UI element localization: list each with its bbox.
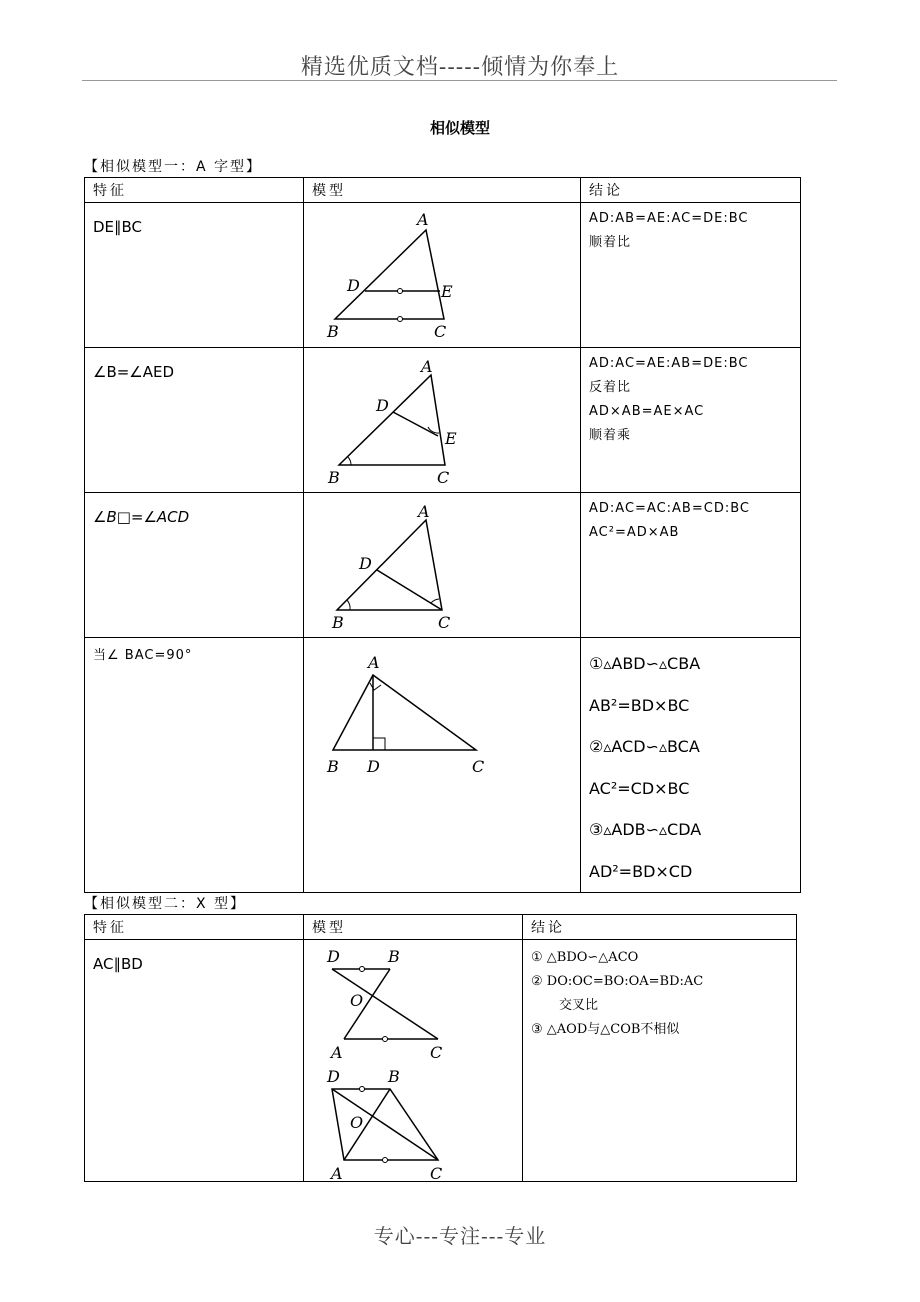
conclusion-line: AD:AC=AC:AB=CD:BC <box>589 501 750 516</box>
label-C: C <box>430 1043 443 1062</box>
conclusion-line: ③▵ADB∽▵CDA <box>589 820 702 839</box>
section-heading-model2: 【相似模型二：X 型】 <box>84 896 247 912</box>
triangle-antiparallel-diagram <box>304 348 581 493</box>
triangle-parallel-diagram <box>304 203 581 348</box>
label-B: B <box>328 468 340 487</box>
feature-cell: AC∥BD <box>85 940 304 1182</box>
header-rule <box>82 80 837 81</box>
label-A: A <box>331 1164 343 1183</box>
diagram-cell <box>304 203 581 348</box>
conclusion-line: AD×AB=AE×AC <box>589 404 705 419</box>
feature-cell: DE∥BC <box>85 203 304 348</box>
conclusion-line: ①▵ABD∽▵CBA <box>589 654 701 673</box>
label-O: O <box>350 991 364 1010</box>
conclusion-cell <box>581 348 801 493</box>
conclusion-line: 反着比 <box>589 380 632 395</box>
label-A: A <box>368 653 380 672</box>
label-E: E <box>445 429 457 448</box>
conclusion-line: 交叉比 <box>559 998 599 1013</box>
conclusion-line: AC²=CD×BC <box>589 778 690 798</box>
col-header-conclusion: 结论 <box>523 915 797 940</box>
label-D: D <box>367 757 380 776</box>
table-model2 <box>84 914 797 1182</box>
page-title: 相似模型 <box>429 119 490 137</box>
conclusion-line: ② DO:OC=BO:OA=BD:AC <box>531 974 704 989</box>
col-header-feature: 特征 <box>85 178 304 203</box>
label-C: C <box>472 757 485 776</box>
page-footer: 专心---专注---专业 <box>373 1224 547 1248</box>
label-A: A <box>331 1043 343 1062</box>
conclusion-line: ③ △AOD与△COB不相似 <box>531 1022 680 1037</box>
label-B: B <box>327 322 339 341</box>
label-C: C <box>430 1164 443 1183</box>
page-header: 精选优质文档-----倾情为你奉上 <box>300 55 620 80</box>
col-header-model: 模型 <box>304 178 581 203</box>
x-shape-diagram <box>304 940 523 1182</box>
label-D: D <box>347 276 360 295</box>
table-model1 <box>84 177 801 893</box>
diagram-cell <box>304 940 523 1182</box>
conclusion-cell <box>581 203 801 348</box>
conclusion-line: 顺着比 <box>589 235 632 250</box>
label-E: E <box>441 282 453 301</box>
label-C: C <box>434 322 447 341</box>
label-A: A <box>417 210 429 229</box>
diagram-cell <box>304 493 581 638</box>
label-C: C <box>437 468 450 487</box>
col-header-feature: 特征 <box>85 915 304 940</box>
conclusion-line: AD:AC=AE:AB=DE:BC <box>589 356 749 371</box>
section-heading-model1: 【相似模型一：A 字型】 <box>84 159 263 175</box>
table-row <box>85 940 797 1182</box>
diagram-cell <box>304 348 581 493</box>
label-D: D <box>327 1067 340 1086</box>
label-A: A <box>421 357 433 376</box>
label-B: B <box>327 757 339 776</box>
label-C: C <box>438 613 451 632</box>
table-row <box>85 203 801 348</box>
conclusion-line: ① △BDO∽△ACO <box>531 950 639 965</box>
label-A: A <box>418 502 430 521</box>
feature-cell: ∠B□=∠ACD <box>85 493 304 638</box>
conclusion-line: AD:AB=AE:AC=DE:BC <box>589 211 749 226</box>
conclusion-cell <box>523 940 797 1182</box>
feature-cell: ∠B=∠AED <box>85 348 304 493</box>
conclusion-line: AD²=BD×CD <box>589 861 693 881</box>
feature-cell: 当∠ BAC=90° <box>85 638 304 893</box>
conclusion-line: AC²=AD×AB <box>589 525 680 540</box>
col-header-conclusion: 结论 <box>581 178 801 203</box>
conclusion-line: AB²=BD×BC <box>589 695 690 715</box>
conclusion-line: ②▵ACD∽▵BCA <box>589 737 700 756</box>
table-row <box>85 638 801 893</box>
table-row <box>85 493 801 638</box>
diagram-cell <box>304 638 581 893</box>
label-D: D <box>359 554 372 573</box>
label-D: D <box>327 947 340 966</box>
label-D: D <box>376 396 389 415</box>
conclusion-line: 顺着乘 <box>589 428 632 443</box>
conclusion-cell <box>581 493 801 638</box>
label-O: O <box>350 1113 364 1132</box>
table-row <box>85 348 801 493</box>
col-header-model: 模型 <box>304 915 523 940</box>
conclusion-cell <box>581 638 801 893</box>
label-B: B <box>332 613 344 632</box>
right-triangle-altitude-diagram <box>304 638 581 889</box>
triangle-common-angle-diagram <box>304 493 581 638</box>
label-B: B <box>388 1067 400 1086</box>
label-B: B <box>388 947 400 966</box>
